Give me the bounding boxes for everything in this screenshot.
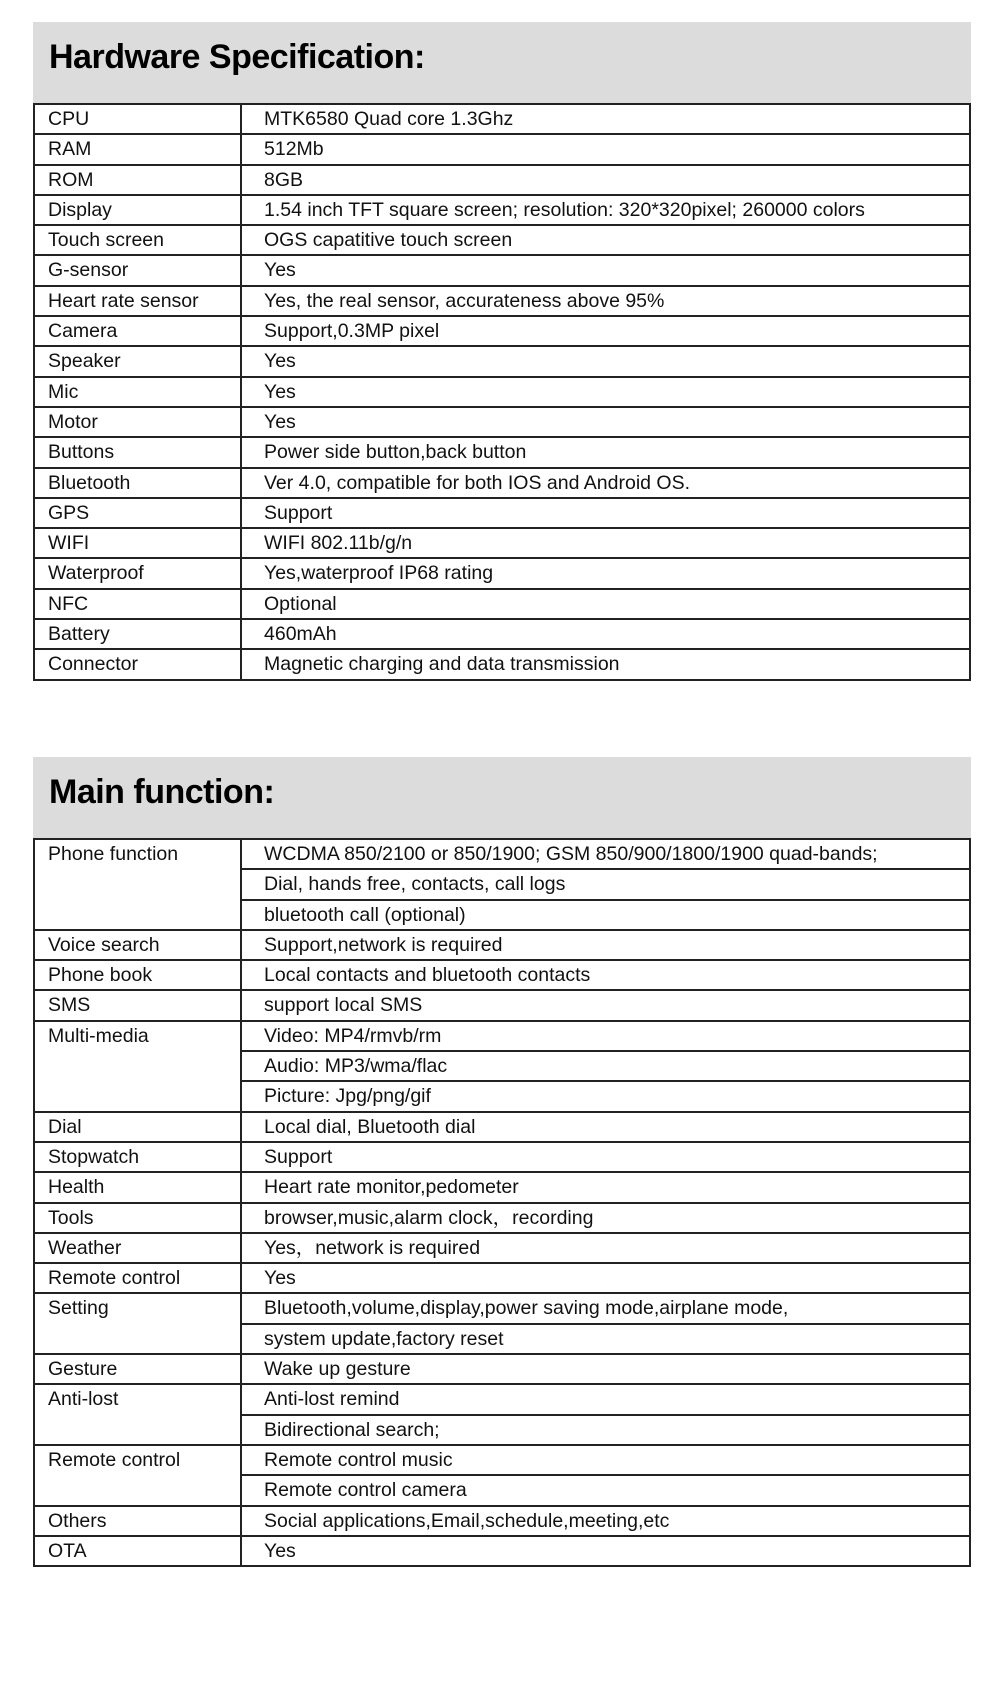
table-row xyxy=(34,1233,970,1263)
row-value: Audio: MP3/wma/flac xyxy=(241,1051,970,1081)
row-value: Remote control camera xyxy=(241,1475,970,1505)
row-label: Tools xyxy=(34,1203,241,1233)
row-value: system update,factory reset xyxy=(241,1324,970,1354)
table-row xyxy=(34,1354,970,1384)
main-function-section xyxy=(33,757,971,1567)
row-label: Weather xyxy=(34,1233,241,1263)
section-title: Main function: xyxy=(49,773,275,811)
table-row xyxy=(34,1172,970,1202)
table-row xyxy=(34,316,970,346)
section-header xyxy=(33,757,971,838)
row-value: Yes, the real sensor, accurateness above 95% xyxy=(241,286,970,316)
row-value: Yes xyxy=(241,407,970,437)
row-value: Support,network is required xyxy=(241,930,970,960)
section-header xyxy=(33,22,971,103)
table-row xyxy=(34,1536,970,1566)
row-value: Yes xyxy=(241,377,970,407)
table-row xyxy=(34,165,970,195)
table-row xyxy=(34,960,970,990)
row-label: Phone book xyxy=(34,960,241,990)
row-value: Ver 4.0, compatible for both IOS and Android OS. xyxy=(241,468,970,498)
row-label: Display xyxy=(34,195,241,225)
table-row xyxy=(34,1506,970,1536)
row-value: WCDMA 850/2100 or 850/1900; GSM 850/900/1800/1900 quad-bands; xyxy=(241,839,970,869)
row-value: Bidirectional search; xyxy=(241,1415,970,1445)
row-value: support local SMS xyxy=(241,990,970,1020)
row-value: Anti-lost remind xyxy=(241,1384,970,1414)
table-row xyxy=(34,104,970,134)
hardware-spec-section xyxy=(33,22,971,681)
table-row xyxy=(34,990,970,1020)
row-value: Support xyxy=(241,498,970,528)
row-value: bluetooth call (optional) xyxy=(241,900,970,930)
row-label: Mic xyxy=(34,377,241,407)
row-value: Yes xyxy=(241,1263,970,1293)
table-row xyxy=(34,1021,970,1051)
table-row xyxy=(34,930,970,960)
row-label: Remote control xyxy=(34,1263,241,1293)
row-label: SMS xyxy=(34,990,241,1020)
table-row xyxy=(34,619,970,649)
table-row xyxy=(34,407,970,437)
row-label: Bluetooth xyxy=(34,468,241,498)
table-row xyxy=(34,1203,970,1233)
row-value: Yes xyxy=(241,1536,970,1566)
row-label: GPS xyxy=(34,498,241,528)
table-row xyxy=(34,346,970,376)
table-row xyxy=(34,225,970,255)
table-row xyxy=(34,468,970,498)
table-row xyxy=(34,1112,970,1142)
table-row xyxy=(34,839,970,869)
row-label: Connector xyxy=(34,649,241,679)
row-label: Dial xyxy=(34,1112,241,1142)
row-value: Support xyxy=(241,1142,970,1172)
row-value: Yes xyxy=(241,255,970,285)
row-label: WIFI xyxy=(34,528,241,558)
row-value: Picture: Jpg/png/gif xyxy=(241,1081,970,1111)
table-row xyxy=(34,528,970,558)
row-label: RAM xyxy=(34,134,241,164)
row-label: Camera xyxy=(34,316,241,346)
table-row xyxy=(34,498,970,528)
table-row xyxy=(34,195,970,225)
table-row xyxy=(34,1445,970,1475)
row-label: Others xyxy=(34,1506,241,1536)
row-value: Magnetic charging and data transmission xyxy=(241,649,970,679)
row-value: Bluetooth,volume,display,power saving mode,airplane mode, xyxy=(241,1293,970,1323)
row-value: 8GB xyxy=(241,165,970,195)
section-title: Hardware Specification: xyxy=(49,38,425,76)
row-label: ROM xyxy=(34,165,241,195)
table-row xyxy=(34,1142,970,1172)
row-label: Stopwatch xyxy=(34,1142,241,1172)
row-value: Video: MP4/rmvb/rm xyxy=(241,1021,970,1051)
row-label: Gesture xyxy=(34,1354,241,1384)
row-value: Social applications,Email,schedule,meeting,etc xyxy=(241,1506,970,1536)
row-value: 460mAh xyxy=(241,619,970,649)
table-row xyxy=(34,437,970,467)
row-label: Touch screen xyxy=(34,225,241,255)
row-label: Waterproof xyxy=(34,558,241,588)
row-label: Motor xyxy=(34,407,241,437)
row-value: Remote control music xyxy=(241,1445,970,1475)
row-value: Support,0.3MP pixel xyxy=(241,316,970,346)
row-value: Optional xyxy=(241,589,970,619)
table-row xyxy=(34,377,970,407)
row-label: Buttons xyxy=(34,437,241,467)
row-value: Heart rate monitor,pedometer xyxy=(241,1172,970,1202)
row-label: NFC xyxy=(34,589,241,619)
hardware-spec-table xyxy=(33,103,971,681)
row-value: WIFI 802.11b/g/n xyxy=(241,528,970,558)
row-label: Speaker xyxy=(34,346,241,376)
row-value: browser,music,alarm clock，recording xyxy=(241,1203,970,1233)
row-value: 512Mb xyxy=(241,134,970,164)
row-value: MTK6580 Quad core 1.3Ghz xyxy=(241,104,970,134)
table-row xyxy=(34,649,970,679)
table-row xyxy=(34,1384,970,1414)
row-value: Yes xyxy=(241,346,970,376)
table-row xyxy=(34,255,970,285)
row-label: CPU xyxy=(34,104,241,134)
row-label: Health xyxy=(34,1172,241,1202)
row-label: Heart rate sensor xyxy=(34,286,241,316)
table-row xyxy=(34,286,970,316)
row-value: Local dial, Bluetooth dial xyxy=(241,1112,970,1142)
row-value: 1.54 inch TFT square screen; resolution: 320*320pixel; 260000 colors xyxy=(241,195,970,225)
row-label: Setting xyxy=(34,1293,241,1354)
row-label: Battery xyxy=(34,619,241,649)
row-value: Wake up gesture xyxy=(241,1354,970,1384)
row-value: Yes，network is required xyxy=(241,1233,970,1263)
row-label: G-sensor xyxy=(34,255,241,285)
table-row xyxy=(34,1263,970,1293)
row-label: Voice search xyxy=(34,930,241,960)
row-value: Local contacts and bluetooth contacts xyxy=(241,960,970,990)
table-row xyxy=(34,558,970,588)
row-value: OGS capatitive touch screen xyxy=(241,225,970,255)
table-row xyxy=(34,1293,970,1323)
main-function-table xyxy=(33,838,971,1567)
row-value: Power side button,back button xyxy=(241,437,970,467)
row-label: OTA xyxy=(34,1536,241,1566)
row-value: Dial, hands free, contacts, call logs xyxy=(241,869,970,899)
row-label: Anti-lost xyxy=(34,1384,241,1445)
row-label: Remote control xyxy=(34,1445,241,1506)
row-label: Multi-media xyxy=(34,1021,241,1112)
table-row xyxy=(34,589,970,619)
row-value: Yes,waterproof IP68 rating xyxy=(241,558,970,588)
row-label: Phone function xyxy=(34,839,241,930)
table-row xyxy=(34,134,970,164)
